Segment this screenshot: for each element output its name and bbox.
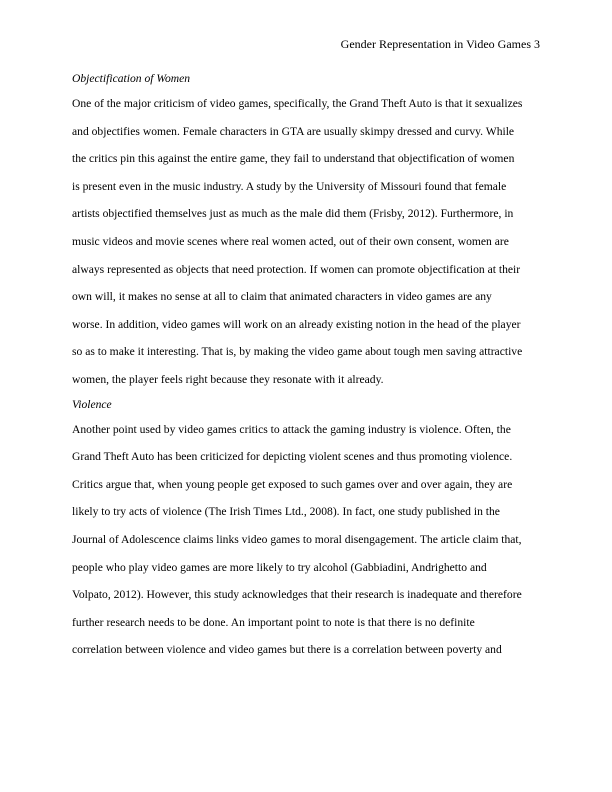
text-line: One of the major criticism of video games, specifically, the Grand Theft Auto is that it sexualizes — [72, 97, 523, 110]
text-line: further research needs to be done. An important point to note is that there is no definite — [72, 615, 475, 629]
text-line: and objectifies women. Female characters in GTA are usually skimpy dressed and curvy. While — [72, 124, 515, 138]
text-line: music videos and movie scenes where real women acted, out of their own consent, women are — [72, 234, 509, 248]
text-line: Another point used by video games critics to attack the gaming industry is violence. Often, the — [72, 422, 511, 436]
document-body — [72, 68, 544, 664]
text-line: the critics pin this against the entire game, they fail to understand that objectification of women — [72, 152, 515, 166]
text-line: likely to try acts of violence (The Irish Times Ltd., 2008). In fact, one study published in the — [72, 505, 500, 519]
text-line: women, the player feels right because they resonate with it already. — [72, 372, 384, 386]
text-line: people who play video games are more likely to try alcohol (Gabbiadini, Andrighetto and — [72, 560, 487, 574]
text-line: Grand Theft Auto has been criticized for depicting violent scenes and thus promoting violence. — [72, 450, 513, 464]
text-line: artists objectified themselves just as much as the male did them (Frisby, 2012). Furthermore, in — [72, 207, 514, 221]
text-line: correlation between violence and video games but there is a correlation between poverty and — [72, 643, 502, 657]
section-heading-objectification: Objectification of Women — [72, 72, 191, 85]
text-line: is present even in the music industry. A study by the University of Missouri found that female — [72, 179, 507, 193]
running-head: Gender Representation in Video Games 3 — [340, 37, 540, 51]
text-line: Volpato, 2012). However, this study acknowledges that their research is inadequate and therefore — [72, 588, 522, 602]
text-line: Critics argue that, when young people get exposed to such games over and over again, they are — [72, 477, 513, 491]
text-line: own will, it makes no sense at all to claim that animated characters in video games are any — [72, 290, 492, 304]
text-line: Journal of Adolescence claims links video games to moral disengagement. The article claim that, — [72, 532, 522, 546]
paragraph-objectification — [72, 90, 544, 394]
text-line: so as to make it interesting. That is, by making the video game about tough men saving attractive — [72, 345, 523, 359]
text-line: worse. In addition, video games will work on an already existing notion in the head of the player — [72, 317, 521, 331]
paragraph-violence — [72, 416, 544, 664]
section-heading-violence: Violence — [72, 397, 112, 411]
text-line: always represented as objects that need protection. If women can promote objectification at their — [72, 262, 521, 276]
